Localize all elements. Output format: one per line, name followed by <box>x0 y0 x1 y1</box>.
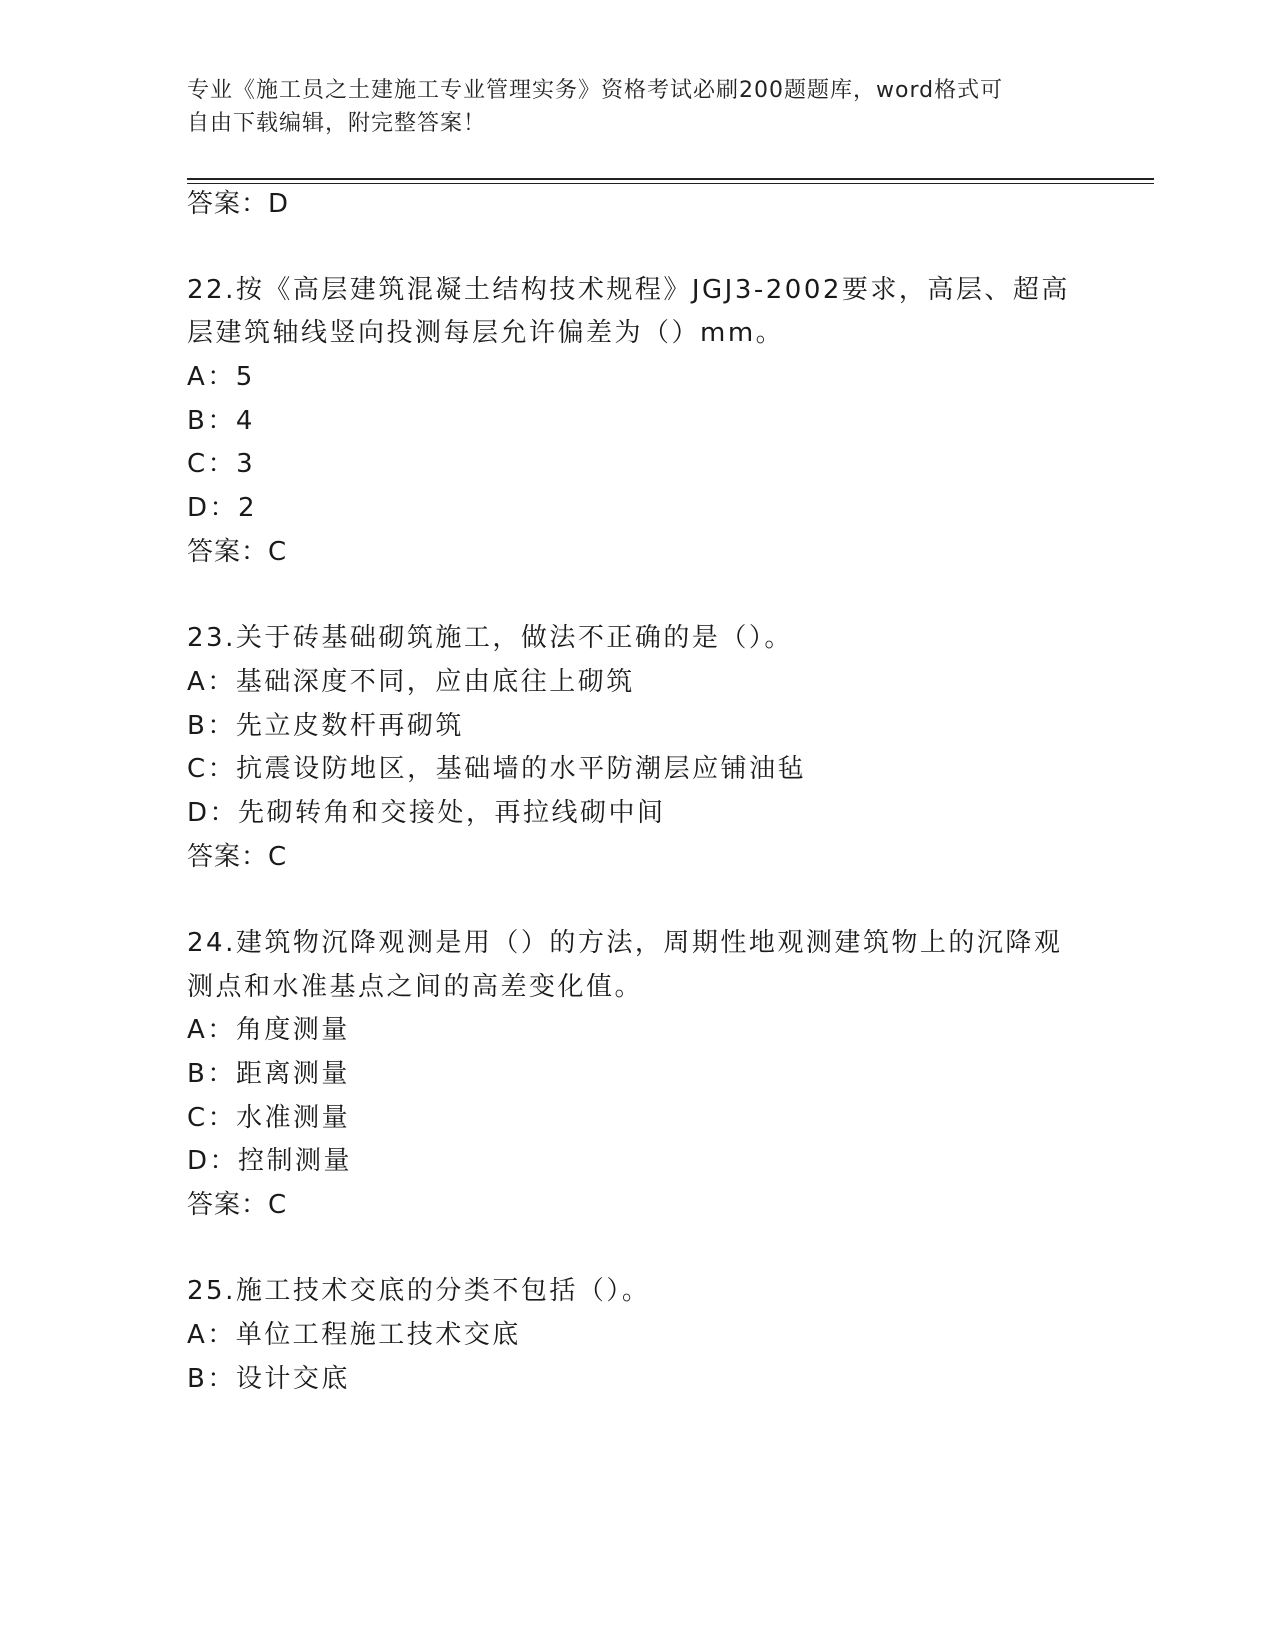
option-d: D：控制测量 <box>187 1146 353 1176</box>
option-c: C：3 <box>187 449 256 479</box>
question-stem: 测点和水准基点之间的高差变化值。 <box>187 972 644 1002</box>
question-stem: 23.关于砖基础砌筑施工，做法不正确的是（）。 <box>187 623 793 653</box>
answer: 答案：C <box>187 842 288 872</box>
option-b: B：先立皮数杆再砌筑 <box>187 711 464 741</box>
question-stem: 22.按《高层建筑混凝土结构技术规程》JGJ3-2002要求，高层、超高 <box>187 275 1070 305</box>
option-a: A：单位工程施工技术交底 <box>187 1320 521 1350</box>
option-a: A：5 <box>187 362 255 392</box>
header-line-2: 自由下载编辑，附完整答案！ <box>187 111 487 136</box>
option-b: B：距离测量 <box>187 1059 350 1089</box>
question-stem: 24.建筑物沉降观测是用（）的方法，周期性地观测建筑物上的沉降观 <box>187 928 1063 958</box>
answer: 答案：C <box>187 1190 288 1220</box>
option-c: C：水准测量 <box>187 1103 351 1133</box>
option-c: C：抗震设防地区，基础墙的水平防潮层应铺油毡 <box>187 754 807 784</box>
option-a: A：角度测量 <box>187 1015 350 1045</box>
option-a: A：基础深度不同，应由底往上砌筑 <box>187 667 635 697</box>
document-header <box>187 74 1067 140</box>
option-d: D：2 <box>187 493 258 523</box>
prev-answer: 答案：D <box>187 189 290 219</box>
header-divider-thick <box>187 178 1154 180</box>
option-d: D：先砌转角和交接处，再拉线砌中间 <box>187 798 666 828</box>
answer: 答案：C <box>187 537 288 567</box>
option-b: B：4 <box>187 406 255 436</box>
question-stem: 25.施工技术交底的分类不包括（）。 <box>187 1276 651 1306</box>
question-stem: 层建筑轴线竖向投测每层允许偏差为（）mm。 <box>187 318 785 348</box>
option-b: B：设计交底 <box>187 1364 350 1394</box>
header-line-1: 专业《施工员之土建施工专业管理实务》资格考试必刷200题题库，word格式可 <box>187 78 1004 103</box>
header-divider-thin <box>187 183 1154 184</box>
